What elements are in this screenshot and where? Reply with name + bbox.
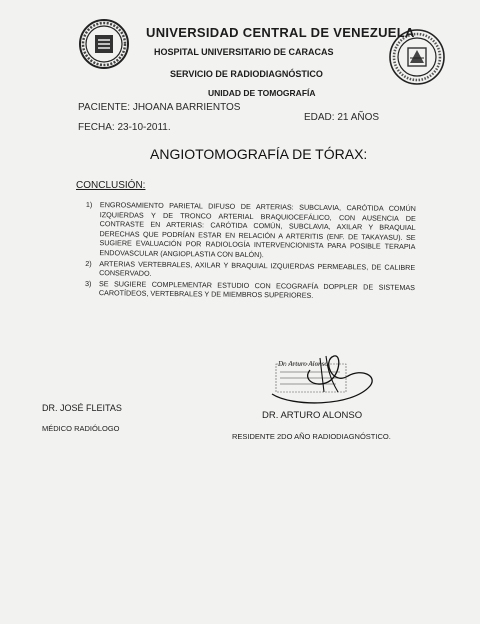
conclusion-heading: CONCLUSIÓN:	[76, 180, 146, 191]
university-seal-icon	[78, 18, 130, 70]
study-title: ANGIOTOMOGRAFÍA DE TÓRAX:	[150, 146, 368, 162]
conclusion-item-number: 1)	[85, 200, 93, 210]
signer-right-role: RESIDENTE 2DO AÑO RADIODIAGNÓSTICO.	[232, 432, 391, 441]
service-name: SERVICIO DE RADIODIAGNÓSTICO	[170, 69, 323, 79]
conclusion-item-number: 2)	[85, 258, 92, 268]
conclusion-item	[85, 279, 415, 302]
conclusion-item-number: 3)	[84, 278, 92, 288]
conclusion-item	[85, 259, 415, 282]
signer-left-role: MÉDICO RADIÓLOGO	[42, 424, 120, 433]
conclusion-item-text: ARTERIAS VERTEBRALES, AXILAR Y BRAQUIAL IZQUIERDAS PERMEABLES, DE CALIBRE CONSERVADO.	[99, 258, 416, 278]
conclusion-item-text: ENGROSAMIENTO PARIETAL DIFUSO DE ARTERIAS: SUBCLAVIA, CARÓTIDA COMÚN IZQUIERDAS Y DE TRONCO ARTERIAL BRAQUIOCEFÁLICO, CON AUSENCIA DE CONTRASTE EN ARTERIAS: CARÓTIDA COMÚN, SUBCLAVIA, AXILAR Y BRAQUIAL DERECHAS QUE PODRÍAN ESTAR EN RELACIÓN A ARTERITIS (ENF. DE TAKAYASU). SE SUGIERE EVALUACIÓN POR RADIOLOGÍA INTERVENCIONISTA PARA POSIBLE TERAPIA ENDOVASCULAR (ANGIOPLASTIA CON BALÓN).	[99, 200, 416, 260]
signature-stamp	[262, 352, 382, 408]
conclusion-list	[85, 200, 416, 303]
patient-age: EDAD: 21 AÑOS	[304, 112, 380, 123]
signer-left-name: DR. JOSÉ FLEITAS	[42, 403, 122, 413]
conclusion-item-text: SE SUGIERE COMPLEMENTAR ESTUDIO CON ECOGRAFÍA DOPPLER DE SISTEMAS CAROTÍDEOS, VERTEBRALES Y DE MIEMBROS SUPERIORES.	[98, 278, 416, 301]
patient-name: PACIENTE: JHOANA BARRIENTOS	[78, 102, 241, 113]
signer-right-name: DR. ARTURO ALONSO	[262, 410, 363, 421]
hospital-name: HOSPITAL UNIVERSITARIO DE CARACAS	[154, 47, 334, 57]
unit-name: UNIDAD DE TOMOGRAFÍA	[208, 88, 316, 98]
conclusion-item	[85, 200, 416, 262]
university-name: UNIVERSIDAD CENTRAL DE VENEZUELA	[146, 25, 415, 40]
report-date: FECHA: 23-10-2011.	[78, 122, 171, 133]
svg-text:Dr. Arturo Alonso: Dr. Arturo Alonso	[278, 360, 328, 368]
